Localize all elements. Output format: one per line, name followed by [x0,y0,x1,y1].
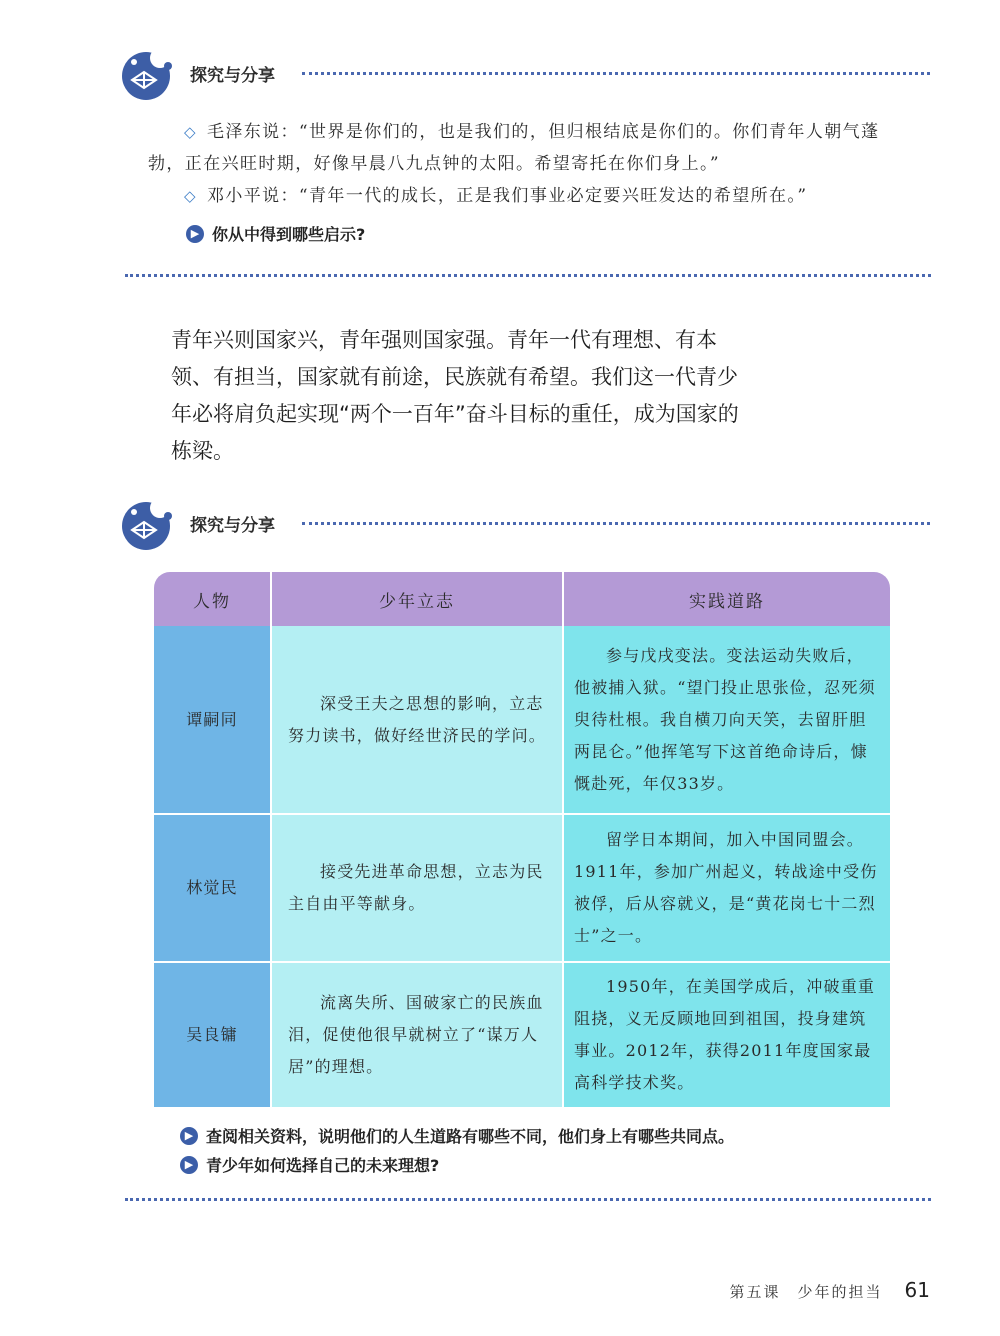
quote-mao: ◇ 毛泽东说：“世界是你们的，也是我们的，但归根结底是你们的。你们青年人朝气蓬勃，正在兴旺时期，好像早晨八九点钟的太阳。希望寄托在你们身上。” [148,122,880,174]
table-header-row [154,572,890,626]
explore-emblem-icon [120,46,176,102]
dotted-rule [302,522,930,525]
section-header [120,46,930,106]
cell-ambition: 接受先进革命思想，立志为民主自由平等献身。 [271,814,563,962]
section-divider [125,274,931,277]
cell-name: 吴良镛 [154,962,271,1108]
body-paragraph: 青年兴则国家兴，青年强则国家强。青年一代有理想、有本领、有担当，国家就有前途，民族就有希望。我们这一代青少年必将肩负起实现“两个一百年”奋斗目标的重任，成为国家的栋梁。 [171,328,739,463]
cell-name: 林觉民 [154,814,271,962]
table-row [154,626,890,814]
explore-emblem-icon [120,496,176,552]
header-path: 实践道路 [563,572,890,626]
section-title: 探究与分享 [190,66,275,86]
diamond-bullet-icon: ◇ [184,187,197,205]
cell-ambition: 流离失所、国破家亡的民族血泪，促使他很早就树立了“谋万人居”的理想。 [271,962,563,1108]
question-prompt: ▶ 你从中得到哪些启示? [186,222,365,245]
question-prompt: ▶ 青少年如何选择自己的未来理想? [180,1153,439,1176]
page-footer [700,1278,930,1304]
section-header-2 [120,496,930,556]
header-ambition: 少年立志 [271,572,563,626]
arrow-bullet-icon: ▶ [180,1156,198,1174]
diamond-bullet-icon: ◇ [184,123,197,141]
figures-table [154,572,890,1109]
lesson-title: 第五课 少年的担当 [729,1283,883,1301]
cell-ambition: 深受王夫之思想的影响，立志努力读书，做好经世济民的学问。 [271,626,563,814]
section-divider [125,1198,931,1201]
arrow-bullet-icon: ▶ [186,225,204,243]
table-row [154,814,890,962]
question-prompt: ▶ 查阅相关资料，说明他们的人生道路有哪些不同，他们身上有哪些共同点。 [180,1124,734,1147]
cell-path: 留学日本期间，加入中国同盟会。1911年，参加广州起义，转战途中受伤被俘，后从容就义，是“黄花岗七十二烈士”之一。 [563,814,890,962]
dotted-rule [302,72,930,75]
quote-deng: ◇ 邓小平说：“青年一代的成长，正是我们事业必定要兴旺发达的希望所在。” [184,186,808,206]
cell-name: 谭嗣同 [154,626,271,814]
header-person: 人物 [154,572,271,626]
cell-path: 1950年，在美国学成后，冲破重重阻挠，义无反顾地回到祖国，投身建筑事业。2012年，获得2011年度国家最高科学技术奖。 [563,962,890,1108]
table-row [154,962,890,1108]
arrow-bullet-icon: ▶ [180,1127,198,1145]
page-number: 61 [904,1278,930,1302]
section-title: 探究与分享 [190,516,275,536]
cell-path: 参与戊戌变法。变法运动失败后，他被捕入狱。“望门投止思张俭，忍死须臾待杜根。我自横刀向天笑，去留肝胆两昆仑。”他挥笔写下这首绝命诗后，慷慨赴死，年仅33岁。 [563,626,890,814]
